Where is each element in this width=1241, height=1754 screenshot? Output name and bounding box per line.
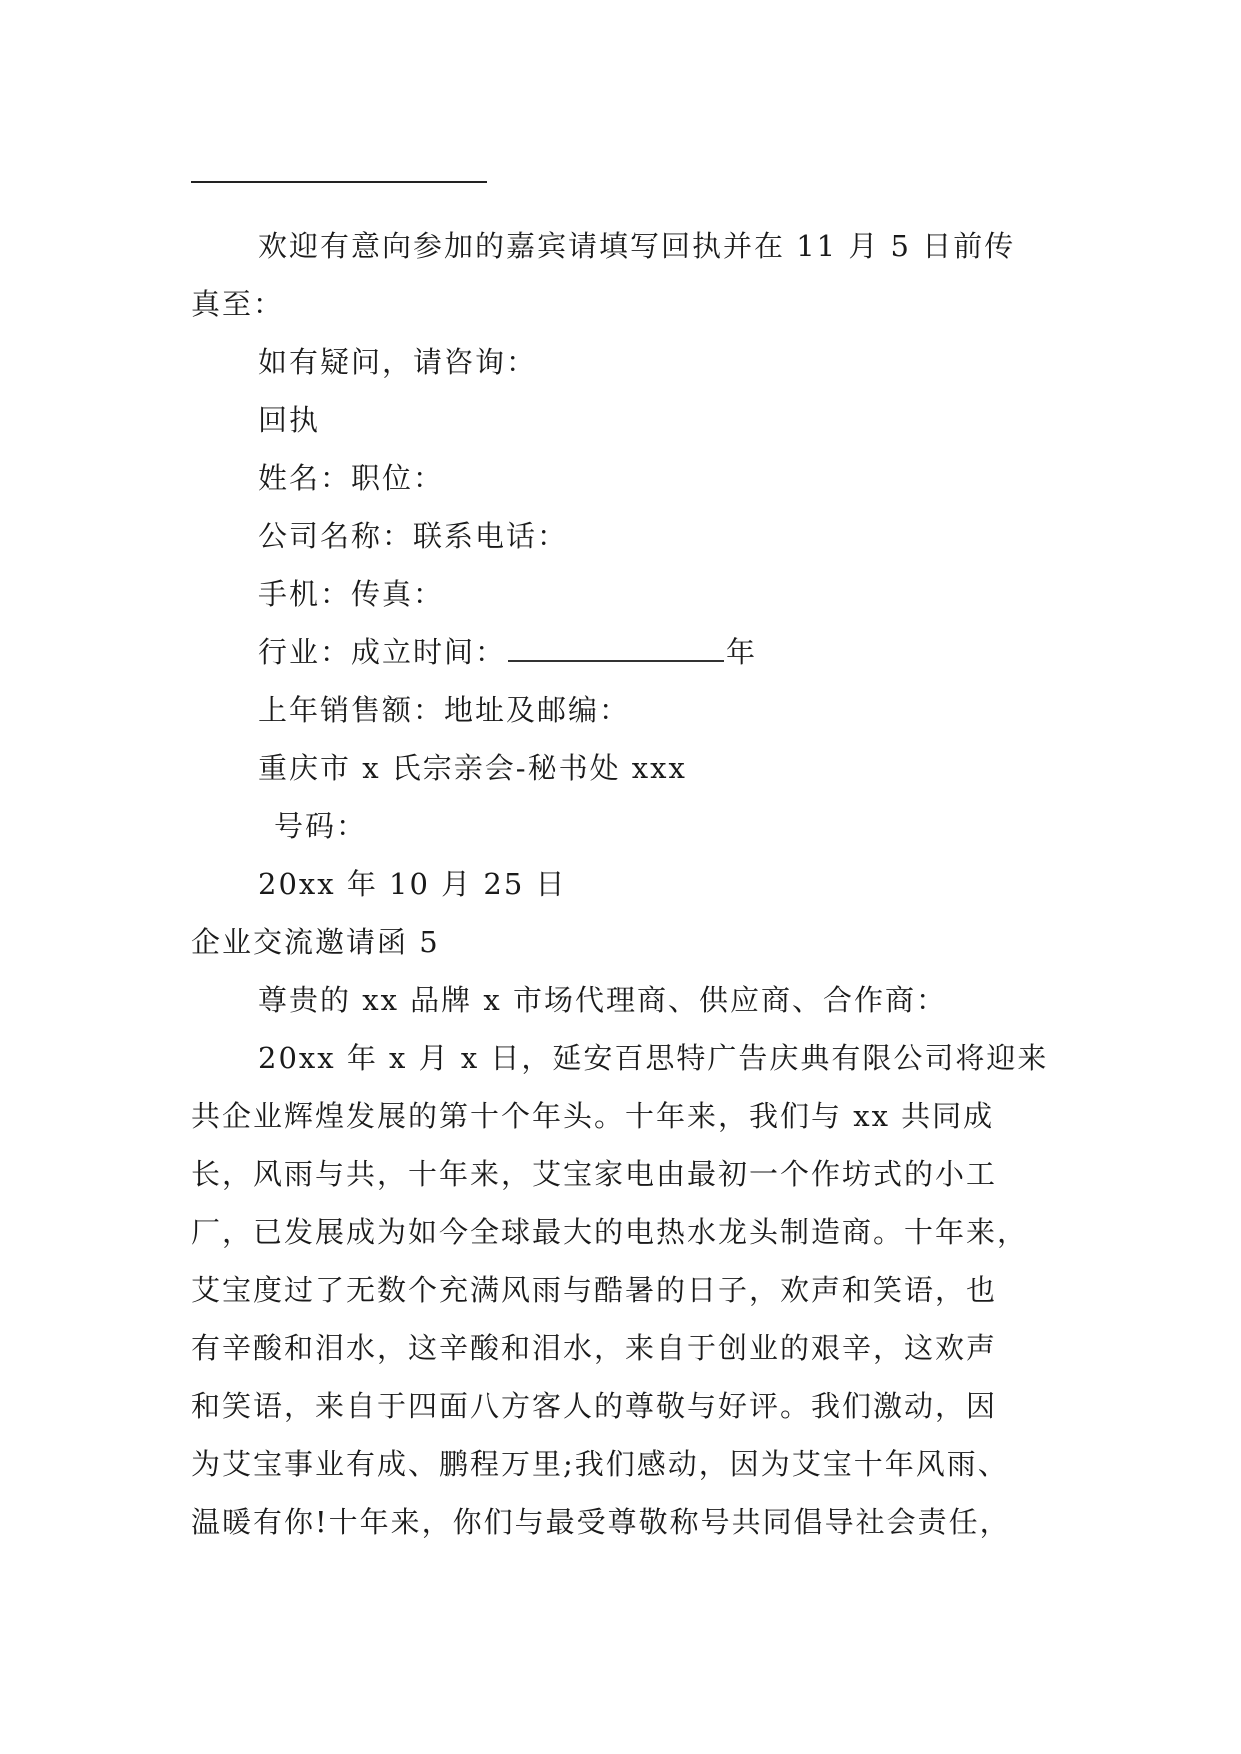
paragraph-line: 长，风雨与共，十年来，艾宝家电由最初一个作坊式的小工 <box>191 1157 998 1191</box>
date-line: 20xx 年 10 月 25 日 <box>258 867 567 901</box>
form-field-line: 公司名称：联系电话： <box>258 519 569 553</box>
blank-underline <box>508 638 724 662</box>
year-suffix: 年 <box>726 635 758 669</box>
number-line: 号码： <box>274 809 368 843</box>
form-field-line: 姓名：职位： <box>258 461 445 495</box>
paragraph-line: 有辛酸和泪水，这辛酸和泪水，来自于创业的艰辛，这欢声 <box>191 1331 998 1365</box>
paragraph-line: 20xx 年 x 月 x 日，延安百思特广告庆典有限公司将迎来 <box>258 1041 1049 1075</box>
paragraph-line: 如有疑问，请咨询： <box>258 345 538 379</box>
form-field-line: 上年销售额：地址及邮编： <box>258 693 631 727</box>
paragraph-line: 和笑语，来自于四面八方客人的尊敬与好评。我们激动，因 <box>191 1389 998 1423</box>
address-line: 重庆市 x 氏宗亲会-秘书处 xxx <box>258 751 687 785</box>
paragraph-line: 欢迎有意向参加的嘉宾请填写回执并在 11 月 5 日前传 <box>258 229 1016 263</box>
section-title: 企业交流邀请函 5 <box>191 925 440 959</box>
paragraph-line: 真至： <box>191 287 285 321</box>
form-field-line: 手机：传真： <box>258 577 445 611</box>
salutation-line: 尊贵的 xx 品牌 x 市场代理商、供应商、合作商： <box>258 983 947 1017</box>
paragraph-line: 温暖有你!十年来，你们与最受尊敬称号共同倡导社会责任， <box>191 1505 1011 1539</box>
industry-label: 行业：成立时间： <box>258 635 507 669</box>
form-field-line-industry <box>258 634 757 670</box>
paragraph-line: 为艾宝事业有成、鹏程万里;我们感动，因为艾宝十年风雨、 <box>191 1447 1009 1481</box>
section-heading: 回执 <box>258 403 321 437</box>
paragraph-line: 厂，已发展成为如今全球最大的电热水龙头制造商。十年来， <box>191 1215 1029 1249</box>
header-rule <box>191 181 487 183</box>
paragraph-line: 艾宝度过了无数个充满风雨与酷暑的日子，欢声和笑语，也 <box>191 1273 998 1307</box>
paragraph-line: 共企业辉煌发展的第十个年头。十年来，我们与 xx 共同成 <box>191 1099 995 1133</box>
